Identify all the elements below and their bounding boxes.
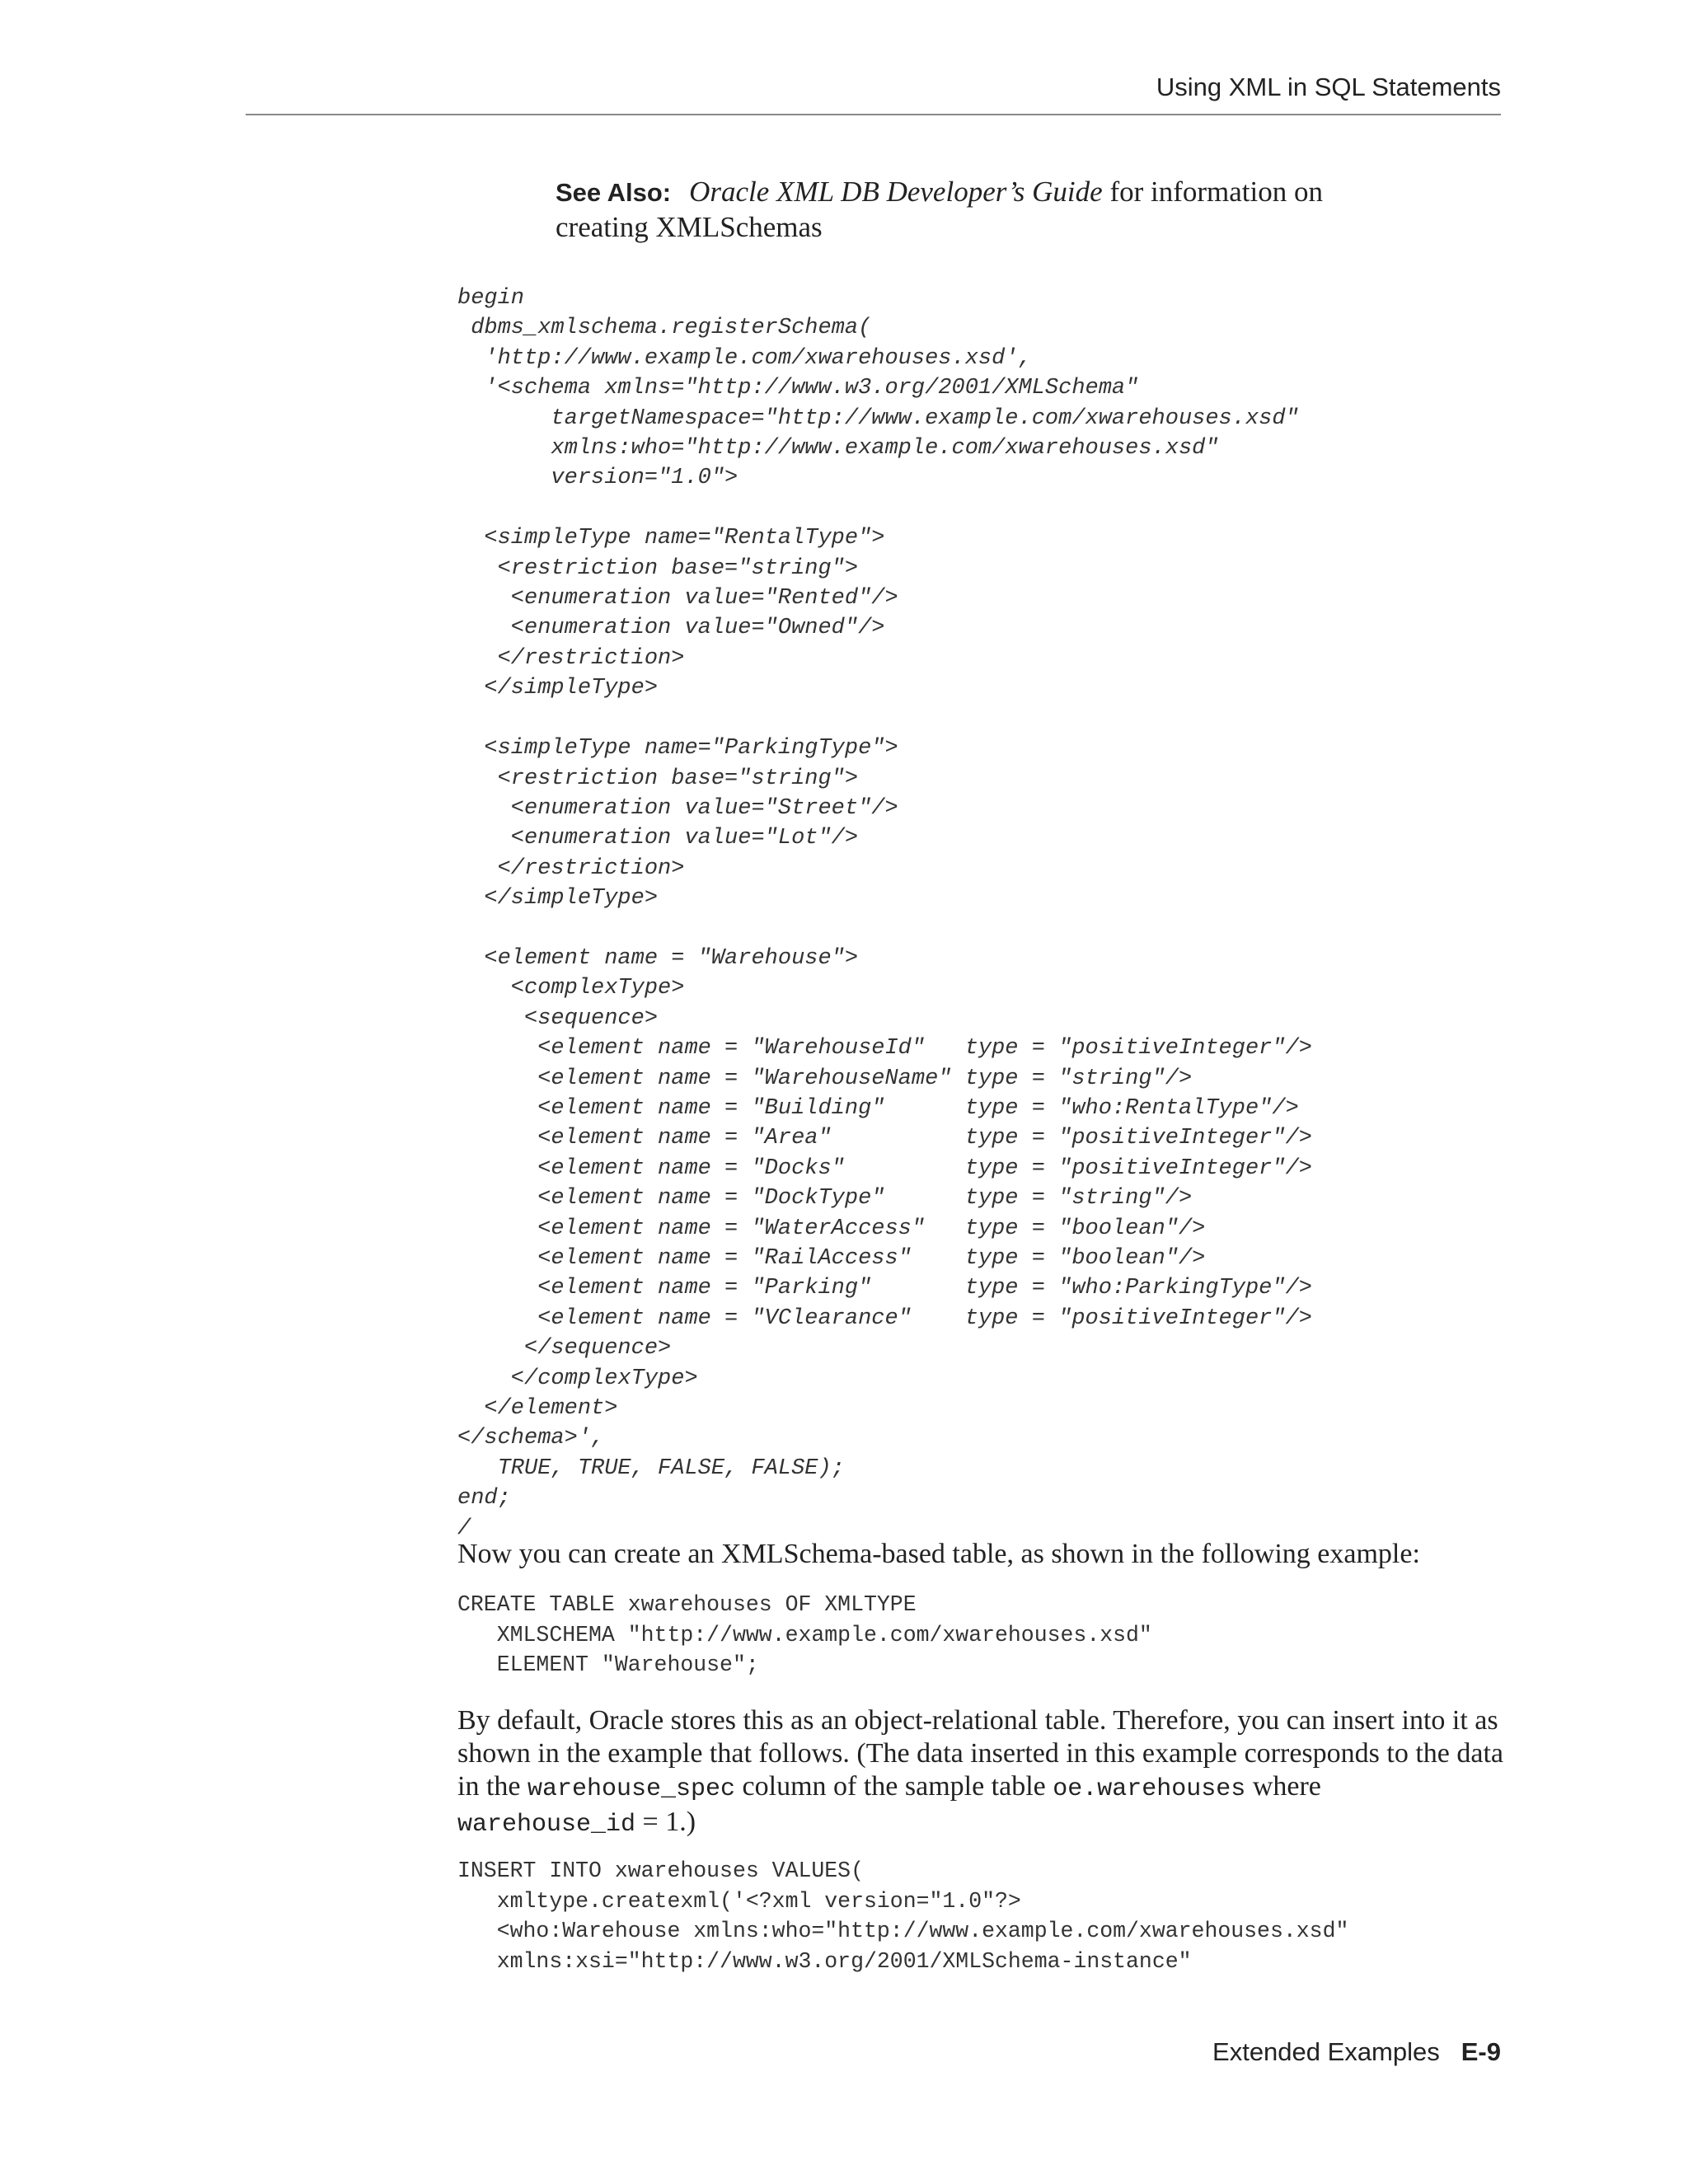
create-table-intro-paragraph: Now you can create an XMLSchema-based table, as shown in the following example:: [457, 1539, 1420, 1569]
header-divider: [246, 114, 1501, 115]
see-also-text-continued: creating XMLSchemas: [556, 211, 823, 243]
see-also-text: for information on: [1102, 176, 1324, 208]
insert-intro-paragraph: [457, 1704, 1504, 1841]
register-schema-code-block: begin dbms_xmlschema.registerSchema( 'http://www.example.com/xwarehouses.xsd', '<schema xmlns="http://www.w3.org/2001/XMLSchema" targetNamespace="http://www.example.com/xwarehouses.xsd" xmlns:who="http://www.example.com/xwarehouses.xsd" version="1.0"> <simpleType name="RentalType"> <restriction base="string"> <enumeration value="Rented"/> <enumeration value="Owned"/> </restriction> </simpleType> <simpleType name="ParkingType"> <restriction base="string"> <enumeration value="Street"/> <enumeration value="Lot"/> </restriction> </simpleType> <element name = "Warehouse"> <complexType> <sequence> <element name = "WarehouseId" type = "positiveInteger"/> <element name = "WarehouseName" type = "string"/> <element name = "Building" type = "who:RentalType"/> <element name = "Area" type = "positiveInteger"/> <element name = "Docks" type = "positiveInteger"/> <element name = "DockType" type = "string"/> <element name = "WaterAccess" type = "boolean"/> <element name = "RailAccess" type = "boolean"/> <element name = "Parking" type = "who:ParkingType"/> <element name = "VClearance" type = "positiveInteger"/> </sequence> </complexType> </element> </schema>', TRUE, TRUE, FALSE, FALSE); end; /: [457, 286, 1312, 1541]
paragraph-text: column of the sample table: [735, 1771, 1053, 1802]
paragraph-text: = 1.): [635, 1807, 696, 1837]
running-header: Using XML in SQL Statements: [1156, 73, 1501, 101]
paragraph-text: By default, Oracle stores this as an object-relational table. Therefore, you can insert into it as shown in the example that follows. (The data inserted in this example corresponds to the data in the: [457, 1705, 1503, 1802]
insert-code-block: INSERT INTO xwarehouses VALUES( xmltype.createxml('<?xml version="1.0"?> <who:Warehouse xmlns:who="http://www.example.com/xwarehouses.xsd" xmlns:xsi="http://www.w3.org/2001/XMLSchema-instance": [457, 1858, 1349, 1974]
footer-section-title: Extended Examples: [1212, 2037, 1440, 2066]
see-also-label: See Also:: [556, 178, 672, 207]
inline-code-warehouse-spec: warehouse_spec: [527, 1775, 736, 1803]
create-table-code-block: CREATE TABLE xwarehouses OF XMLTYPE XMLSCHEMA "http://www.example.com/xwarehouses.xsd" ELEMENT "Warehouse";: [457, 1592, 1152, 1677]
see-also-note: [556, 175, 1380, 245]
inline-code-oe-warehouses: oe.warehouses: [1053, 1775, 1246, 1803]
paragraph-text: where: [1245, 1771, 1321, 1802]
see-also-reference: Oracle XML DB Developer’s Guide: [689, 176, 1103, 208]
inline-code-warehouse-id: warehouse_id: [457, 1811, 636, 1839]
page-number: E-9: [1461, 2037, 1501, 2066]
page-footer: [1212, 2037, 1501, 2067]
